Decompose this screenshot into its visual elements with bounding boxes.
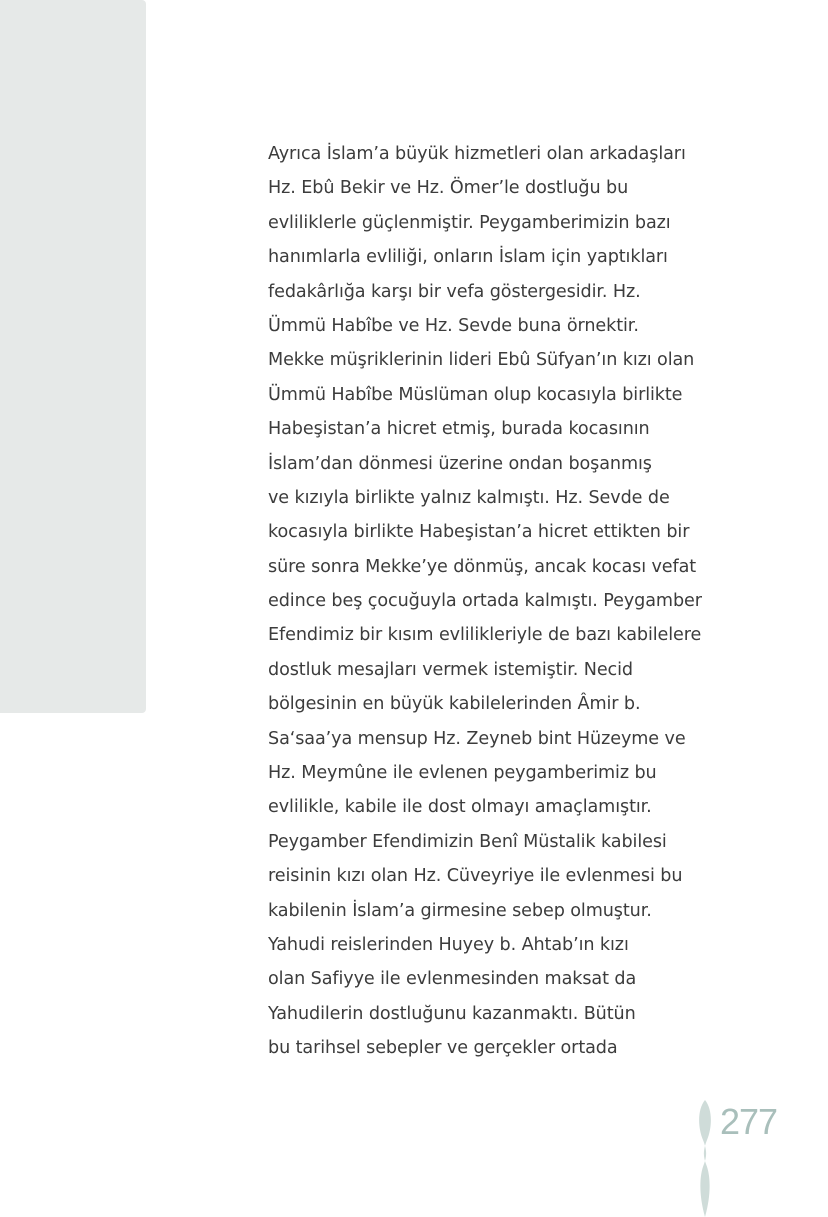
body-line: süre sonra Mekke’ye dönmüş, ancak kocası vefat [268,556,697,577]
body-line: Efendimiz bir kısım evlilikleriyle de bazı kabilelere [268,625,702,646]
body-line: evlilikle, kabile ile dost olmayı amaçlamıştır. [268,797,652,818]
body-line: Hz. Meymûne ile evlenen peygamberimiz bu [268,763,657,784]
body-line: Ümmü Habîbe Müslüman olup kocasıyla birlikte [268,384,683,405]
body-text [268,137,708,1066]
page-number: 277 [720,1101,778,1142]
body-line: kabilenin İslam’a girmesine sebep olmuştur. [268,900,652,921]
body-line: Peygamber Efendimizin Benî Müstalik kabilesi [268,831,667,852]
body-line: Ayrıca İslam’a büyük hizmetleri olan arkadaşları [268,144,686,164]
body-line: reisinin kızı olan Hz. Cüveyriye ile evlenmesi bu [268,866,683,887]
body-line: ve kızıyla birlikte yalnız kalmıştı. Hz. Sevde de [268,487,670,508]
body-line: Ümmü Habîbe ve Hz. Sevde buna örnektir. [268,315,639,336]
body-line: kocasıyla birlikte Habeşistan’a hicret ettikten bir [268,522,690,543]
body-line: evliliklerle güçlenmiştir. Peygamberimizin bazı [268,212,671,233]
body-line: Hz. Ebû Bekir ve Hz. Ömer’le dostluğu bu [268,178,629,199]
body-line: Sa‘saa’ya mensup Hz. Zeyneb bint Hüzeyme ve [268,728,686,749]
body-line: Mekke müşriklerinin lideri Ebû Süfyan’ın kızı olan [268,350,695,371]
decorative-vine-icon [692,1100,718,1217]
body-line: hanımlarla evliliği, onların İslam için yaptıkları [268,247,668,268]
body-line: bölgesinin en büyük kabilelerinden Âmir b. [268,694,641,715]
body-line: İslam’dan dönmesi üzerine ondan boşanmış [268,453,652,474]
body-line: Yahudilerin dostluğunu kazanmaktı. Bütün [268,1003,636,1024]
body-line: Habeşistan’a hicret etmiş, burada kocasının [268,419,650,440]
body-line: dostluk mesajları vermek istemiştir. Necid [268,659,633,680]
body-line: bu tarihsel sebepler ve gerçekler ortada [268,1038,618,1059]
body-line: fedakârlığa karşı bir vefa göstergesidir. Hz. [268,281,641,302]
body-line: olan Safiyye ile evlenmesinden maksat da [268,969,637,990]
side-margin-panel [0,0,146,713]
body-line: Yahudi reislerinden Huyey b. Ahtab’ın kızı [268,934,629,955]
body-line: edince beş çocuğuyla ortada kalmıştı. Peygamber [268,591,702,612]
